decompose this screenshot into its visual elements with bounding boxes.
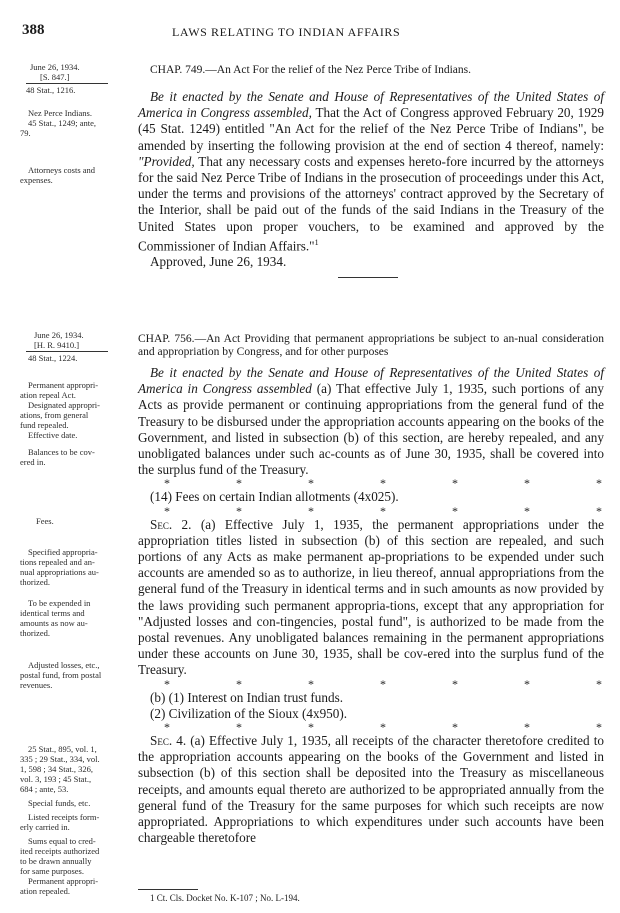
page-header [22, 22, 602, 44]
chapter-749 [138, 64, 604, 278]
margin-rule [26, 351, 108, 352]
margin-note-adjusted-losses: Adjusted losses, etc., postal fund, from postal revenues. [20, 660, 102, 690]
margin-rule [26, 83, 108, 84]
margin-note-nez-perce: Nez Perce Indians. 45 Stat., 1249; ante, 79. [20, 108, 96, 138]
chapter-756 [138, 333, 604, 846]
page-number: 388 [22, 22, 45, 38]
margin-note-listed-receipts: Listed receipts form- erly carried in. [20, 812, 100, 832]
margin-note-special-funds: Special funds, etc. [28, 798, 91, 808]
margin-note-attorneys: Attorneys costs and expenses. [20, 165, 96, 185]
chapter-749-text: Be it enacted by the Senate and House of Representatives of the United States of America in Congress assembled, That the Act of Congress approved February 20, 1929 (45 Stat. 1249) entitled "An Act for the relief of the Nez Perce Tribe of Indians", be amended by inserting the following provision at the end of section 4 thereof, namely: "Provided, That any necessary costs and expenses hereto-fore incurred by the attorneys for the said Nez Perce Tribe of Indians in the prosecution of proceedings under this Act, under the terms and provisions of the attorneys' contract approved by the Secretary of the Interior, shall be paid out of the funds of the said Indians in the Treasury of the United States upon proper vouchers, to be examined and approved by the Commissioner of Indian Affairs."$^1$ [138, 89, 604, 254]
margin-note-date-756: June 26, 1934. [H. R. 9410.] 48 Stat., 1224. [20, 330, 126, 363]
chapter-749-heading: CHAP. 749.—An Act For the relief of the Nez Perce Tribe of Indians. [150, 64, 471, 76]
section-divider [338, 277, 398, 278]
chapter-756-heading: CHAP. 756.—An Act Providing that permanent appropriations be subject to an-nual consideration and appropriation by Congress, and for other purposes [138, 333, 605, 358]
section-2-text: Sec. 2. (a) Effective July 1, 1935, the permanent appropriations under the appropriation titles listed in subsection (b) of this section are repealed, and such portions of any Acts as make permanent ap-propriations to be expended under such accounts are amended so as to authorize, in lieu thereof, annual appropriations from the general fund of the Treasury in identical terms and in such amounts as now provided by the laws providing such permanent appropria-tions, except that any appropriation for "Adjusted losses and con-tingencies, postal fund", is authorized to be made from the postal revenues. Any unobligated balances remaining in the permanent appropriations under these accounts on June 30, 1935, shall be cov-ered into the surplus fund of the Treasury. [138, 516, 604, 678]
margin-note-date-749: June 26, 1934. [S. 847.] 48 Stat., 1216. [20, 62, 126, 95]
margin-note-statutes: 25 Stat., 895, vol. 1, 335 ; 29 Stat., 334, vol. 1, 598 ; 34 Stat., 326, vol. 3, 193 ; 45 Stat., 684 ; ante, 53. [20, 744, 100, 794]
margin-note-sums-equal: Sums equal to cred- ited receipts authorized to be drawn annually for same purposes. Permanent appropri- ation repealed. [20, 836, 100, 896]
section-4-text: Sec. 4. (a) Effective July 1, 1935, all receipts of the character theretofore credited to the appropriation accounts appearing on the books of the Government and listed in subsection (b) of this section shall be deposited into the Treasury as miscellaneous receipts, and amounts equal thereto are authorized to be appropriated annually from the general fund of the Treasury for the same purposes for which such receipts are now appropriated. Appropriations to which expenditures under such accounts have been chargeable theretofore [138, 733, 604, 846]
section-1-text: Be it enacted by the Senate and House of Representatives of the United States of America in Congress assembled (a) That effective July 1, 1935, such portions of any Acts as provide permanent or continuing appropriations from the general fund of the Treasury to be disbursed under the appropriation accounts appearing on the books of the Government, and listed in subsection (b) of this section, are hereby repealed, and any unobligated balances under such ac-counts as of June 30, 1935, shall be covered into the surplus fund of the Treasury. [138, 365, 604, 478]
margin-note-specified-appropriations: Specified appropria- tions repealed and an- nual appropriations au- thorized. [20, 547, 99, 587]
footnote-reference: 1 [314, 237, 319, 247]
margin-note-permanent-repeal: Permanent appropri- ation repeal Act. Designated appropri- ations, from general fund repealed. Effective date. [20, 380, 100, 440]
margin-note-fees: Fees. [36, 516, 54, 526]
footnote-rule [138, 889, 198, 890]
approved-date: Approved, June 26, 1934. [150, 254, 287, 270]
ellipsis-stars: * * * * * * * [164, 476, 602, 491]
margin-note-expended: To be expended in identical terms and amounts as now au- thorized. [20, 598, 91, 638]
item-b1: (b) (1) Interest on Indian trust funds. [150, 689, 344, 705]
running-title: LAWS RELATING TO INDIAN AFFAIRS [172, 25, 401, 39]
ellipsis-stars: * * * * * * * [164, 503, 602, 518]
margin-note-balances: Balances to be cov- ered in. [20, 447, 95, 467]
footnote: 1 Ct. Cls. Docket No. K-107 ; No. L-194. [150, 893, 300, 903]
item-14: (14) Fees on certain Indian allotments (4x025). [150, 489, 399, 505]
item-b2: (2) Civilization of the Sioux (4x950). [150, 705, 348, 721]
ellipsis-stars: * * * * * * * [164, 720, 602, 735]
ellipsis-stars: * * * * * * * [164, 676, 602, 691]
